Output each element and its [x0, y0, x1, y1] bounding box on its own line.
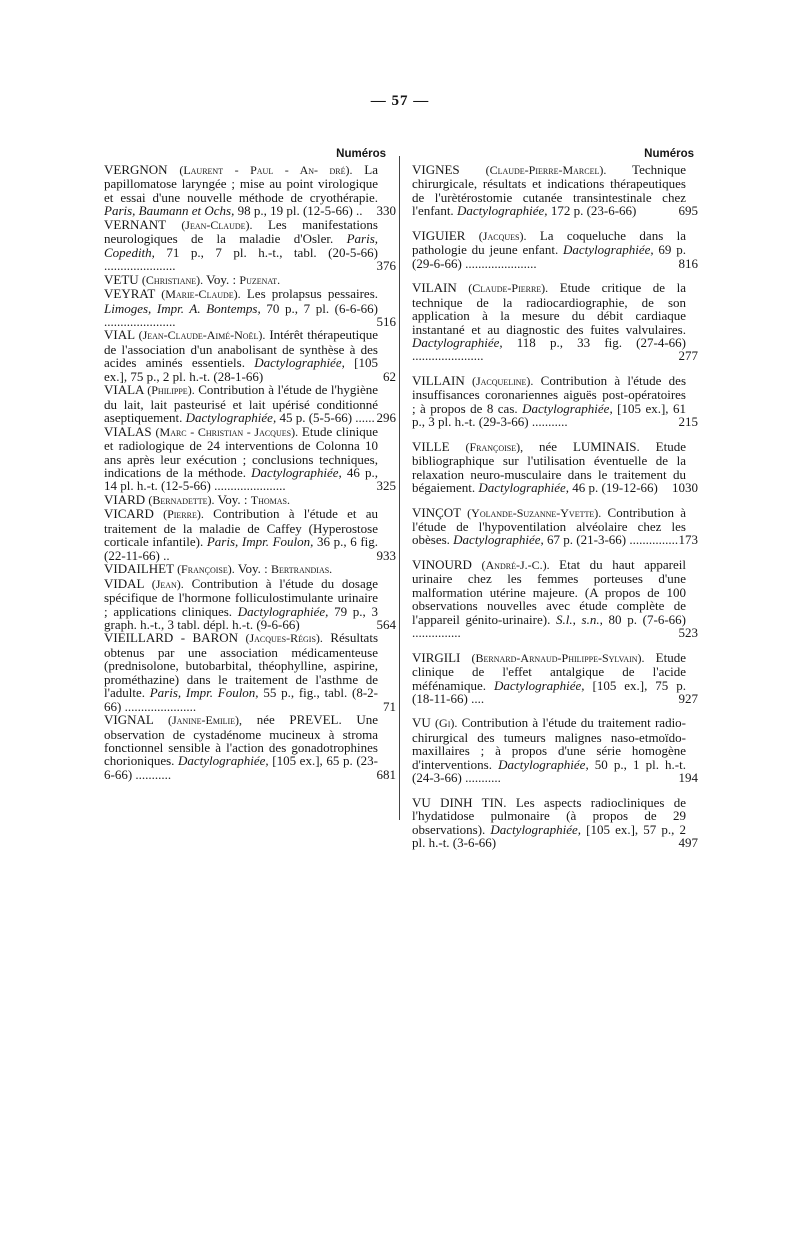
entry-number: 933: [376, 547, 396, 563]
author-surname: VICARD: [104, 506, 154, 522]
index-entry: [412, 162, 698, 219]
author-given-names: (Christiane).: [141, 272, 204, 287]
author-surname: VERNANT: [104, 216, 166, 232]
entry-details: 67 p. (21-3-66) ...............: [543, 532, 679, 548]
author-given-names: (Marc - Christian - Jacques).: [155, 424, 299, 439]
author-given-names: (Gi).: [435, 716, 458, 731]
entry-title: Contribution à l'étude de l'hypoventilation alvéolaire chez les obèses.: [412, 504, 687, 548]
entry-publisher: Paris, Impr. Foulon,: [149, 685, 259, 701]
entry-title: Les prolapsus pessaires.: [240, 286, 378, 302]
index-entry: [104, 327, 396, 384]
author-surname: VIAL: [104, 327, 135, 343]
entry-details: Thomas.: [250, 492, 291, 507]
left-column-header: Numéros: [336, 148, 386, 160]
index-entry: [104, 216, 396, 274]
entry-details: 45 p. (5-5-66) ......: [276, 410, 375, 426]
entry-details: 118 p., 33 fig. (27-4-66) ......................: [412, 334, 686, 364]
entry-details: [105 ex.], 75 p., 2 pl. h.-t. (28-1-66): [104, 355, 378, 384]
index-entry: [104, 423, 396, 494]
author-surname: VILLE: [412, 438, 450, 454]
entry-details: 50 p., 1 pl. h.-t. (24-3-66) ...........: [412, 756, 687, 786]
entry-number: 376: [376, 258, 396, 274]
entry-number: 1030: [672, 480, 698, 496]
entry-number: 296: [376, 410, 396, 426]
entry-title: née LUMINAIS. Etude bibliographique sur l'utilisation éventuelle de la relaxation neuro-musculaire dans le traitement du bégaiement.: [412, 438, 686, 496]
entry-details: Bertrandias.: [270, 562, 333, 577]
entry-number: 516: [376, 313, 396, 329]
entry-details: 79 p., 3 graph. h.-t., 3 tabl. dépl. h.-t. (9-6-66): [104, 603, 379, 632]
entry-number: 215: [678, 414, 698, 430]
index-entry: [412, 649, 698, 706]
author-given-names: (Claude-Pierre-Marcel).: [485, 163, 607, 177]
entry-title: Etude critique de la technique de la radiocardiographie, de son application à la mesure du débit cardiaque instantané et au diagnostic des fuites valvulaires.: [412, 280, 686, 337]
entry-details: Puzenat.: [239, 272, 281, 287]
author-given-names: (André-J.-C.).: [481, 557, 550, 572]
entry-title: Etat du haut appareil urinaire chez les femmes porteuses d'une malformation utérine majeure. (A propos de 100 observations nouvelles avec étude complète de l'appareil génito-urinaire).: [412, 556, 687, 627]
right-entry-list: [412, 162, 698, 851]
author-surname: VILLAIN: [412, 372, 465, 388]
index-entry: [104, 506, 396, 563]
entry-title: Etude clinique de l'effet antalgique de l'acide méfénamique.: [412, 649, 687, 693]
entry-details: 46 p. (19-12-66): [569, 480, 658, 496]
entry-publisher: Dactylographiée,: [563, 242, 654, 258]
author-surname: VILAIN: [412, 280, 457, 296]
author-given-names: (Marie-Claude).: [161, 287, 241, 302]
author-surname: VINÇOT: [412, 504, 461, 520]
author-given-names: (Philippe).: [147, 383, 195, 398]
index-entry: [412, 227, 698, 271]
entry-publisher: Dactylographiée,: [490, 821, 582, 837]
author-surname: VERGNON: [104, 162, 168, 177]
entry-details: 69 p. (29-6-66) ......................: [412, 242, 686, 271]
index-entry: [104, 273, 386, 287]
entry-title: La papillomatose laryngée ; mise au point virologique et essai d'une nouvelle méthode de cryothérapie.: [104, 162, 379, 205]
entry-details: 71 p., 7 pl. h.-t., tabl. (20-5-66) ......................: [104, 244, 378, 274]
index-entry: [412, 438, 698, 496]
index-entry: [412, 715, 698, 786]
entry-publisher: Paris, Baumann et Ochs,: [104, 203, 235, 219]
entry-publisher: Dactylographiée,: [456, 203, 548, 219]
author-given-names: (Jean).: [151, 576, 184, 591]
entry-title: Contribution à l'étude et au traitement de la maladie de Caffey (Hyperostose corticale infantile).: [104, 506, 378, 550]
entry-title: Technique chirurgicale, résultats et indications thérapeutiques de l'urètérostomie cutanée transintestinale chez l'enfant.: [412, 162, 686, 219]
author-surname: VIGNES: [412, 162, 460, 177]
entry-title: La coqueluche dans la pathologie du jeune enfant.: [412, 227, 686, 258]
entry-details: 80 p. (7-6-66) ...............: [412, 611, 686, 641]
author-given-names: (Bernadette).: [148, 492, 215, 507]
author-given-names: (Françoise),: [465, 439, 524, 454]
entry-details: 55 p., fig., tabl. (8-2-66) ......................: [104, 685, 379, 714]
entry-publisher: Dactylographiée,: [522, 400, 613, 416]
entry-publisher: Limoges, Impr. A. Bontemps,: [104, 300, 261, 316]
entry-publisher: Dactylographiée,: [493, 677, 585, 693]
entry-title: Voy. :: [214, 491, 251, 507]
author-surname: VU DINH TIN.: [412, 794, 507, 810]
index-entry: [104, 162, 396, 219]
entry-publisher: Dactylographiée,: [254, 355, 345, 371]
entry-number: 71: [383, 698, 396, 714]
author-surname: VIDAILHET: [104, 561, 174, 577]
author-given-names: (Bernard-Arnaud-Philippe-Sylvain).: [471, 650, 645, 665]
entry-details: 70 p., 7 pl. (6-6-66) ......................: [104, 300, 378, 329]
entry-details: [105 ex.], 57 p., 2 pl. h.-t. (3-6-66): [412, 821, 686, 851]
entry-number: 497: [678, 835, 698, 851]
author-given-names: (Pierre).: [163, 507, 204, 522]
index-entry: [104, 575, 396, 632]
index-entry: [412, 372, 698, 430]
author-given-names: (Françoise).: [177, 562, 235, 577]
entry-number: 325: [376, 478, 396, 494]
author-given-names: (Janine-Emilie),: [167, 713, 243, 728]
index-entry: [104, 712, 396, 782]
left-entry-list: [104, 162, 396, 782]
right-column: [412, 148, 698, 860]
index-entry: [104, 493, 386, 507]
index-entry: [104, 286, 396, 329]
entry-details: 46 p., 14 pl. h.-t. (12-5-66) ......................: [104, 464, 378, 494]
entry-publisher: Dactylographiée,: [478, 480, 570, 496]
author-surname: VEYRAT: [104, 286, 156, 302]
index-entry: [412, 280, 698, 364]
entry-number: 173: [678, 532, 698, 548]
author-surname: VINOURD: [412, 556, 472, 572]
author-given-names: (Yolande-Suzanne-Yvette).: [467, 505, 602, 520]
index-entry: [104, 630, 396, 714]
author-surname: VU: [412, 715, 431, 731]
entry-publisher: Dactylographiée,: [185, 410, 277, 426]
entry-details: 98 p., 19 pl. (12-5-66) ..: [234, 203, 363, 219]
author-given-names: (Jean-Claude).: [181, 217, 253, 232]
entry-title: née PREVEL. Une observation de cystadénome mucineux à stroma fonctionnel sensible à l'action des gonadotrophines chorioniques.: [104, 712, 378, 769]
entry-title: Contribution à l'étude du dosage spécifique de l'hormone folliculostimulante urinaire ; applications cliniques.: [104, 575, 378, 619]
entry-number: 927: [678, 690, 698, 706]
entry-publisher: Dactylographiée,: [498, 756, 589, 772]
entry-title: Les aspects radiocliniques de l'hydatidose pulmonaire (à propos de 29 observations).: [412, 794, 686, 837]
entry-title: Contribution à l'étude de l'hygiène du lait, lait pasteurisé et lait upérisé conditionné aseptiquement.: [104, 382, 379, 426]
entry-publisher: Paris, Impr. Foulon,: [206, 534, 314, 550]
left-column: [104, 148, 396, 782]
entry-title: Les manifestations neurologiques de la maladie d'Osler.: [104, 216, 378, 247]
entry-number: 681: [376, 766, 396, 782]
entry-title: Contribution à l'étude des insuffisances coronariennes aiguës post-opératoires ; à propos de 8 cas.: [412, 372, 687, 416]
entry-publisher: Dactylographiée,: [412, 334, 503, 350]
index-entry: [104, 382, 396, 426]
author-surname: VIRGILI: [412, 649, 461, 665]
entry-publisher: Dactylographiée,: [453, 532, 544, 548]
column-divider: [399, 156, 400, 820]
page-number: — 57 —: [370, 93, 430, 109]
author-surname: VIDAL: [104, 575, 144, 591]
author-surname: VIGUIER: [412, 227, 466, 243]
entry-details: [105 ex.], 61 p., 3 pl. h.-t. (29-3-66) ...........: [412, 400, 686, 430]
entry-details: 172 p. (23-6-66): [547, 203, 637, 219]
author-given-names: (Jacques-Régis).: [245, 631, 323, 646]
entry-details: [105 ex.], 65 p. (23-6-66) ...........: [104, 753, 378, 782]
entry-publisher: Dactylographiée,: [237, 603, 329, 619]
index-entry: [104, 562, 386, 576]
entry-number: 523: [678, 625, 698, 641]
entry-number: 564: [376, 616, 396, 632]
entry-title: Voy. :: [203, 271, 240, 287]
author-surname: VIGNAL: [104, 712, 154, 728]
author-given-names: (Laurent - Paul - An- dré).: [179, 163, 353, 177]
entry-title: Contribution à l'étude du traitement radio-chirurgical des tumeurs malignes naso-etmoïdo-maxillaires ; à propos d'une série homogène d'interventions.: [412, 715, 687, 772]
entry-title: Résultats obtenus par une association médicamenteuse (prednisolone, butobarbital, théophylline, aspirine, prométhazine) dans le traitement de l'asthme de l'adulte.: [104, 630, 379, 701]
entry-details: 36 p., 6 fig. (22-11-66) ..: [104, 534, 379, 563]
entry-number: 695: [678, 203, 698, 219]
author-surname: VIARD: [104, 491, 146, 507]
index-entry: [412, 794, 698, 851]
entry-number: 194: [678, 770, 698, 786]
entry-title: Etude clinique et radiologique de 24 interventions de Colonna 10 ans après leur exécution ; conclusions techniques, indications de la méthode.: [104, 423, 378, 480]
entry-publisher: Dactylographiée,: [178, 753, 269, 769]
entry-number: 816: [678, 255, 698, 271]
entry-publisher: S.l., s.n.,: [556, 611, 603, 627]
entry-title: Intérêt thérapeutique de l'association d'un anabolisant de synthèse à des acides aminés essentiels.: [104, 327, 378, 371]
entry-number: 62: [383, 368, 396, 384]
author-surname: VIALA: [104, 382, 144, 398]
entry-publisher: Dactylographiée,: [251, 464, 342, 480]
author-surname: VIALAS: [104, 423, 152, 439]
index-entry: [412, 504, 698, 548]
entry-details: [105 ex.], 75 p. (18-11-66) ....: [412, 677, 686, 706]
author-surname: VIEILLARD - BARON: [104, 630, 239, 646]
index-entry: [412, 556, 698, 641]
author-surname: VETU: [104, 271, 139, 287]
author-given-names: (Jacqueline).: [471, 373, 534, 388]
entry-number: 277: [678, 348, 698, 364]
right-column-header: Numéros: [644, 148, 694, 160]
author-given-names: (Jean-Claude-Aimé-Noël).: [138, 328, 266, 343]
author-given-names: (Jacques).: [478, 228, 527, 243]
entry-number: 330: [376, 203, 396, 219]
author-given-names: (Claude-Pierre).: [468, 281, 549, 296]
entry-title: Voy. :: [234, 561, 271, 577]
entry-publisher: Paris, Copedith,: [104, 231, 378, 260]
